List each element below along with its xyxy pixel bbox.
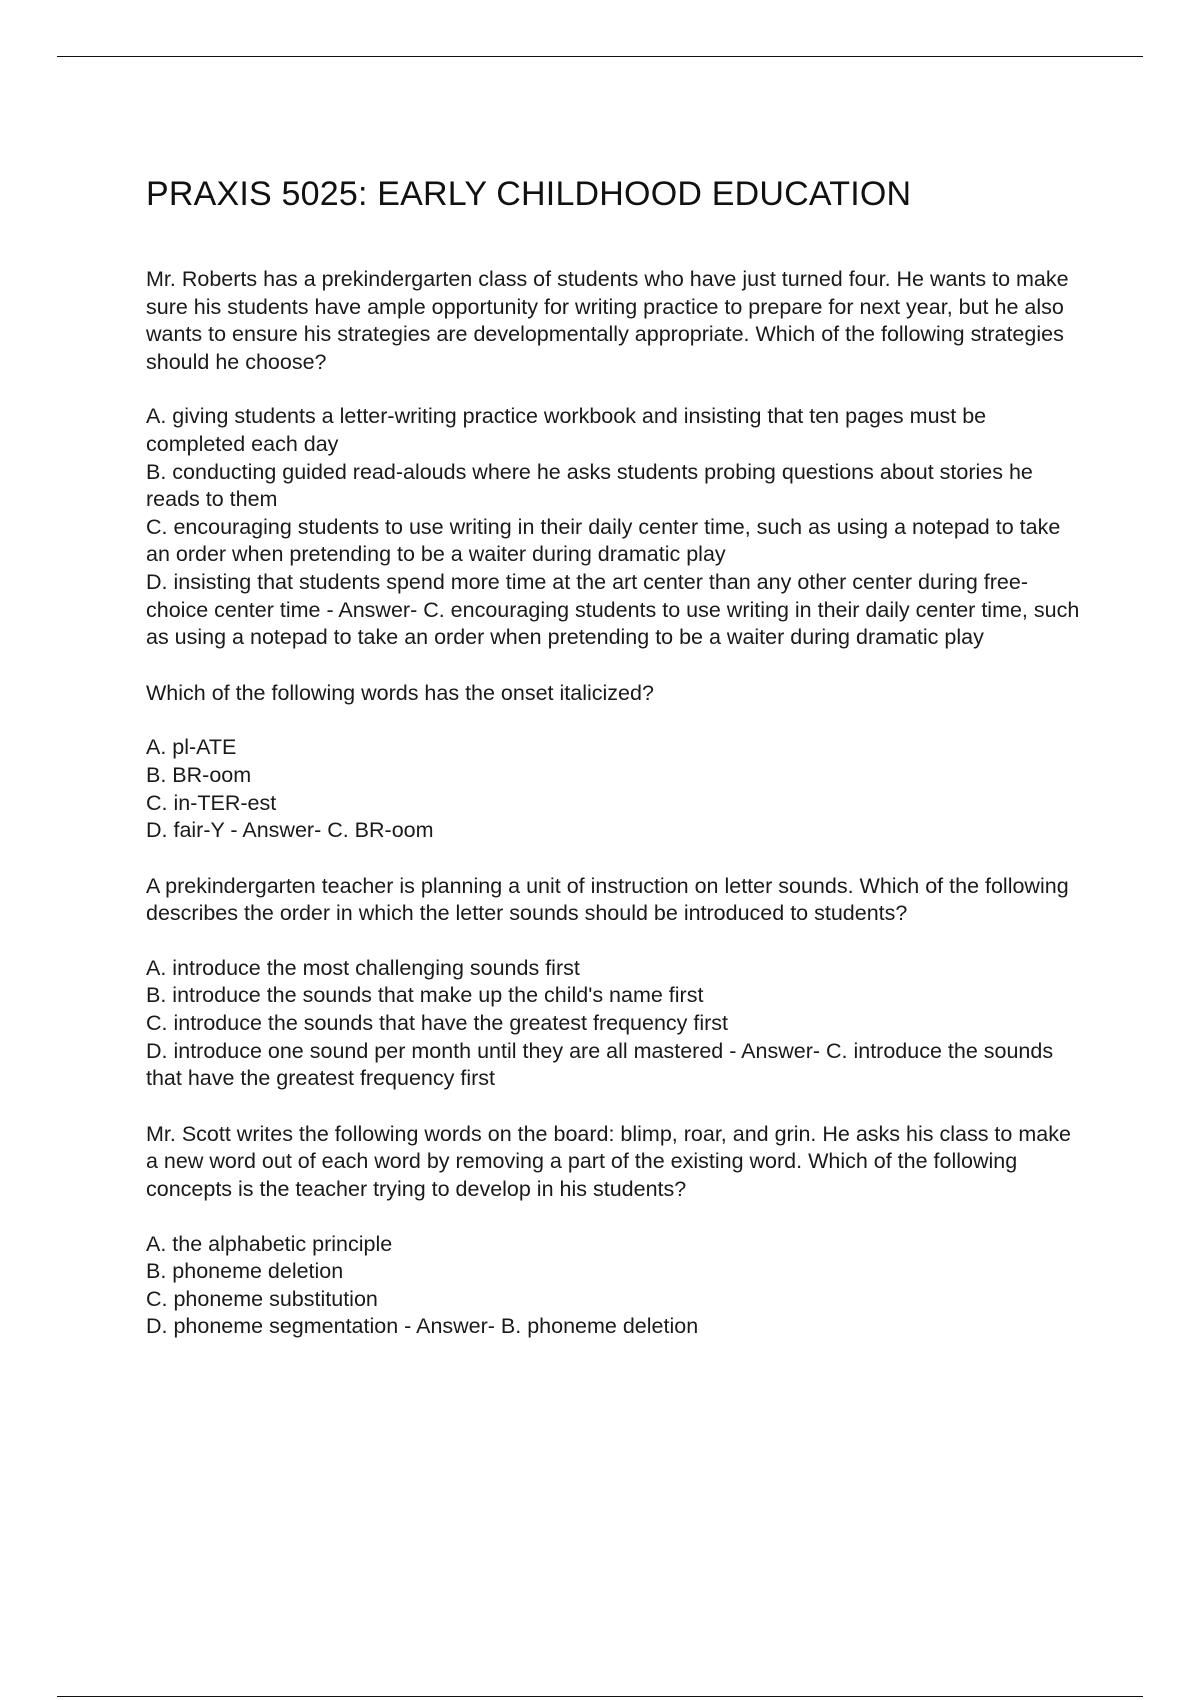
- answer-option-c: C. in-TER-est: [146, 790, 277, 815]
- answer-option-a: A. giving students a letter-writing practice workbook and insisting that ten pages must be completed each day: [146, 404, 987, 456]
- question-4: [146, 1121, 1086, 1341]
- answer-option-a: A. introduce the most challenging sounds first: [146, 955, 580, 980]
- answer-option-d: D. introduce one sound per month until they are all mastered - Answer- C. introduce the sounds that have the greatest frequency first: [146, 1038, 1054, 1091]
- answer-option-c: C. introduce the sounds that have the greatest frequency first: [146, 1011, 729, 1036]
- answer-option-a: A. the alphabetic principle: [146, 1231, 393, 1256]
- answer-option-a: A. pl-ATE: [146, 735, 237, 760]
- top-divider: [57, 56, 1143, 57]
- question-1: [146, 266, 1086, 652]
- question-prompt: A prekindergarten teacher is planning a unit of instruction on letter sounds. Which of the following describes the order in which the letter sounds should be introduced to students?: [146, 873, 1069, 926]
- page-content: [146, 170, 1086, 1369]
- answer-option-d: D. insisting that students spend more time at the art center than any other center during free-choice center time - Answer- C. encouraging students to use writing in their daily center time, such as using a notepad to take an order when pretending to be a waiter during dramatic play: [146, 569, 1080, 650]
- answer-option-b: B. phoneme deletion: [146, 1259, 344, 1284]
- answer-option-d: D. phoneme segmentation - Answer- B. phoneme deletion: [146, 1314, 699, 1339]
- document-title: PRAXIS 5025: EARLY CHILDHOOD EDUCATION: [146, 175, 912, 213]
- question-2: [146, 680, 1086, 845]
- question-prompt: Which of the following words has the onset italicized?: [146, 680, 654, 705]
- question-list: [146, 266, 1086, 1341]
- bottom-divider: [57, 1696, 1143, 1697]
- answer-option-b: B. introduce the sounds that make up the child's name first: [146, 983, 704, 1008]
- answer-option-d: D. fair-Y - Answer- C. BR-oom: [146, 818, 434, 843]
- question-prompt: Mr. Scott writes the following words on the board: blimp, roar, and grin. He asks his class to make a new word out of each word by removing a part of the existing word. Which of the following concepts is the teacher trying to develop in his students?: [146, 1121, 1071, 1202]
- answer-option-c: C. phoneme substitution: [146, 1286, 378, 1311]
- answer-option-c: C. encouraging students to use writing in their daily center time, such as using a notepad to take an order when pretending to be a waiter during dramatic play: [146, 514, 1061, 567]
- answer-option-b: B. conducting guided read-alouds where he asks students probing questions about stories he reads to them: [146, 459, 1033, 512]
- question-3: [146, 873, 1086, 1093]
- question-prompt: Mr. Roberts has a prekindergarten class of students who have just turned four. He wants to make sure his students have ample opportunity for writing practice to prepare for next year, but he also wants to ensure his strategies are developmentally appropriate. Which of the following strategies should he choose?: [146, 267, 1069, 374]
- answer-option-b: B. BR-oom: [146, 762, 252, 787]
